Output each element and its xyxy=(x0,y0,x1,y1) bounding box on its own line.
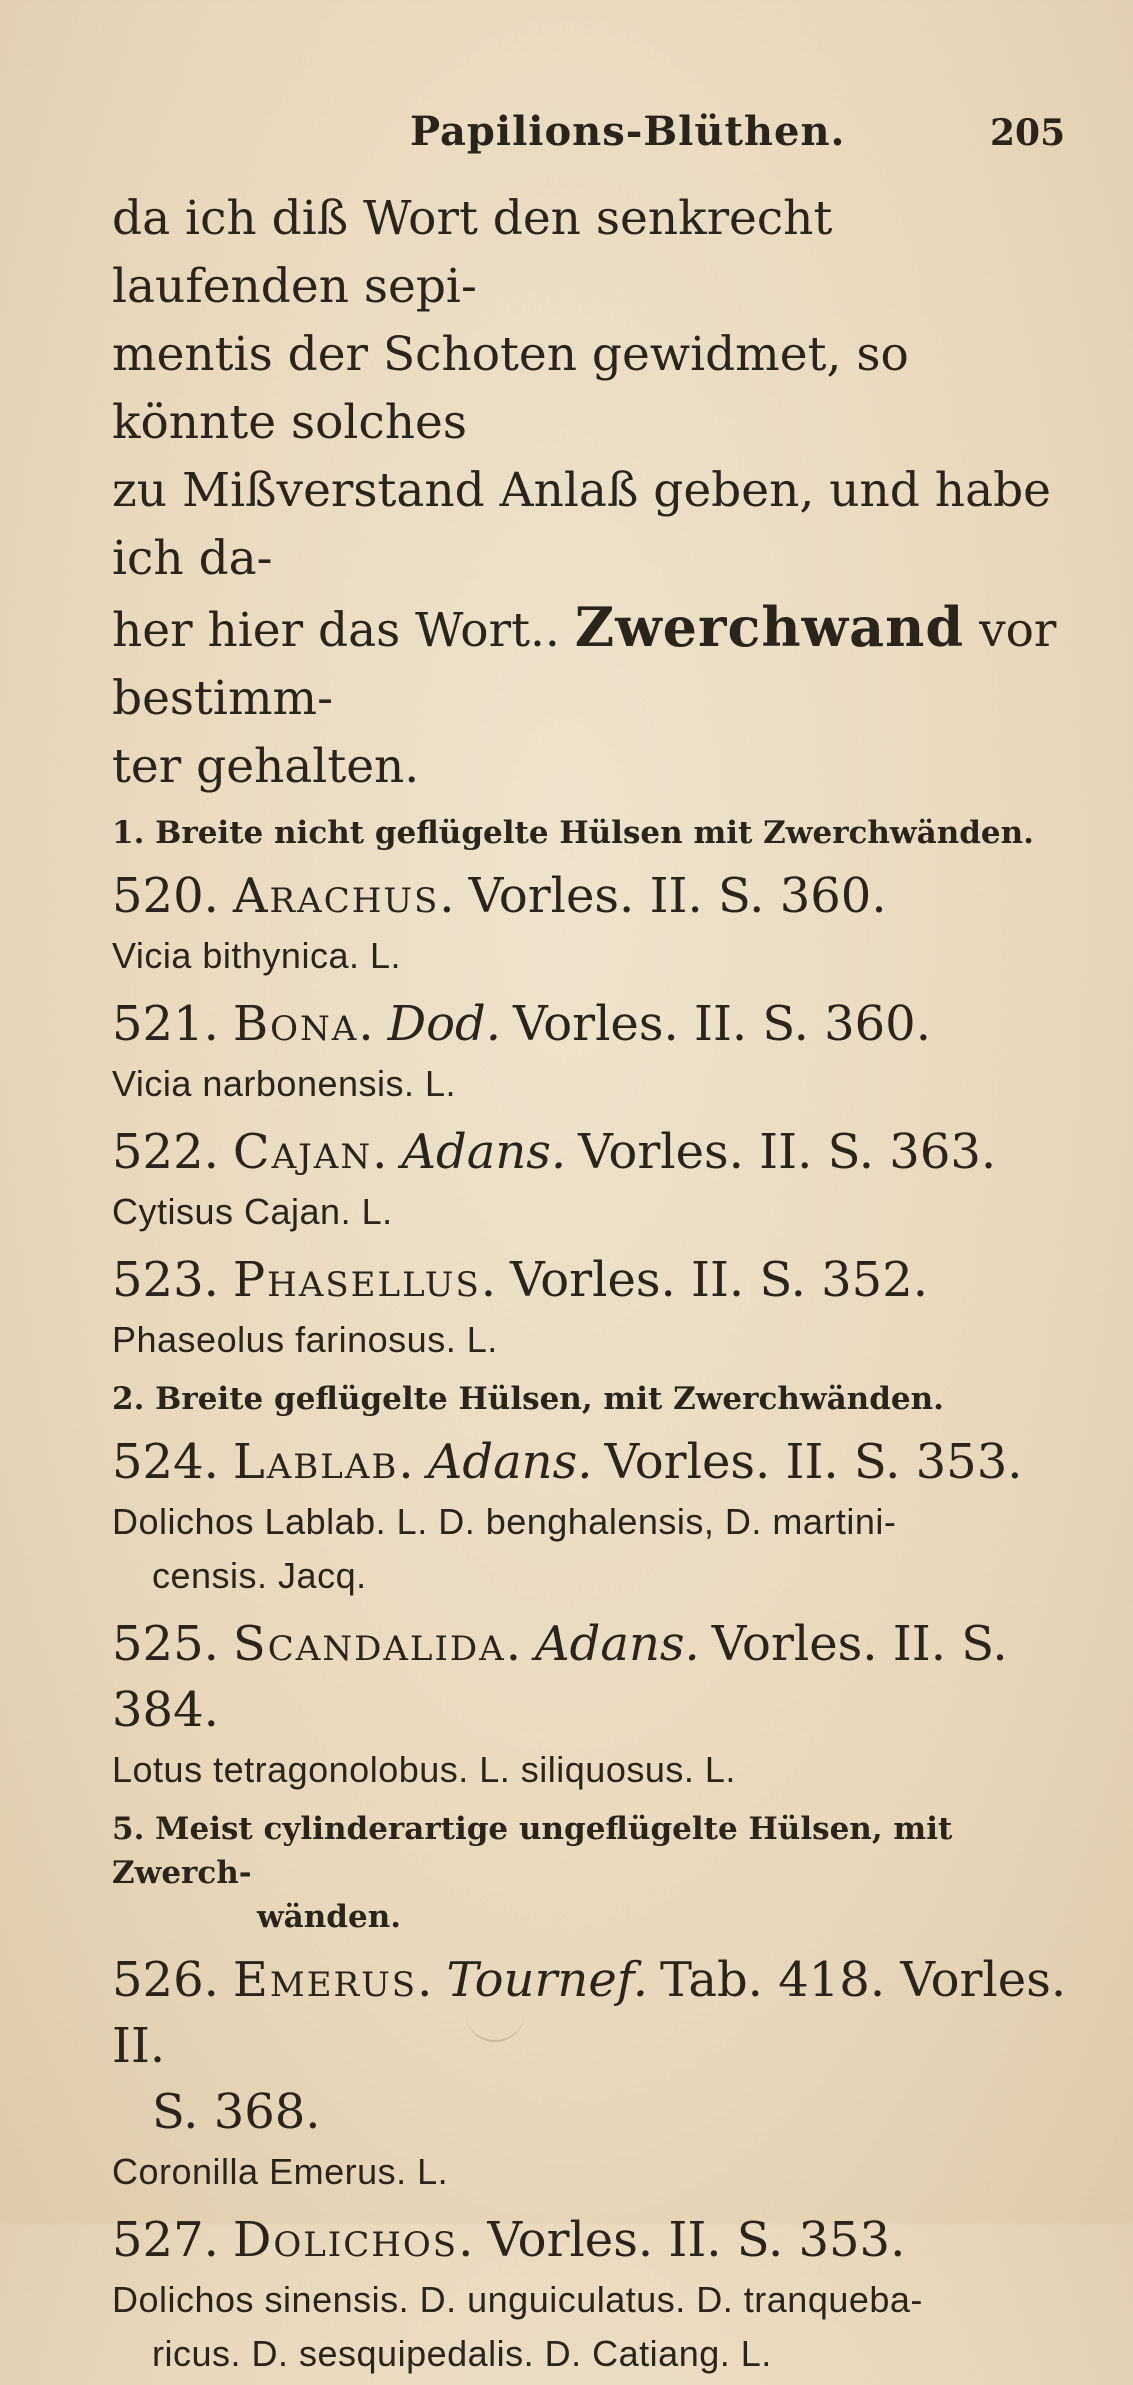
genus-line xyxy=(112,1429,1072,1495)
genus-entry xyxy=(112,991,1072,1111)
entry-number: 527. xyxy=(112,2212,219,2268)
genus-name: Emerus. xyxy=(232,1952,435,2008)
species-line: Phaseolus farinosus. L. xyxy=(112,1319,498,1360)
reference: Vorles. II. S. 363. xyxy=(578,1124,997,1180)
genus-line xyxy=(112,1611,1072,1743)
reference-continuation: S. 368. xyxy=(152,2084,321,2140)
authority: Adans. xyxy=(401,1124,567,1180)
genus-entry xyxy=(112,2207,1072,2381)
intro-line: da ich diß Wort den senkrecht laufenden sepi- xyxy=(112,191,833,314)
intro-line: ter gehalten. xyxy=(112,739,420,794)
authority: Adans. xyxy=(427,1434,593,1490)
intro-paragraph xyxy=(112,185,1072,801)
genus-entry xyxy=(112,1947,1072,2199)
section-heading-text: 5. Meist cylinderartige ungeflügelte Hülsen, mit Zwerch- xyxy=(112,1811,953,1891)
entry-number: 521. xyxy=(112,996,219,1052)
reference: Vorles. II. S. 352. xyxy=(510,1252,929,1308)
reference: Vorles. II. S. 353. xyxy=(487,2212,906,2268)
section-heading: 1. Breite nicht geflügelte Hülsen mit Zwerchwänden. xyxy=(112,815,1034,851)
genus-entry xyxy=(112,1611,1072,1797)
reference: Vorles. II. S. 360. xyxy=(468,868,887,924)
page-number: 205 xyxy=(990,112,1066,154)
genus-name: Arachus. xyxy=(232,868,457,924)
species-continuation: ricus. D. sesquipedalis. D. Catiang. L. xyxy=(152,2333,772,2374)
genus-line xyxy=(112,1947,1072,2145)
entry-number: 525. xyxy=(112,1616,219,1672)
species-continuation: censis. Jacq. xyxy=(152,1555,367,1596)
genus-line xyxy=(112,863,1072,929)
species-line xyxy=(112,2273,1072,2381)
genus-name: Dolichos. xyxy=(232,2212,476,2268)
intro-line: her hier das Wort.. xyxy=(112,603,575,658)
genus-name: Phasellus. xyxy=(232,1252,498,1308)
authority: Tournef. xyxy=(446,1952,649,2008)
reference: Tab. 418. Vorles. II. xyxy=(112,1952,1067,2074)
genus-entry xyxy=(112,1247,1072,1367)
species-line: Vicia narbonensis. L. xyxy=(112,1063,457,1104)
entry-number: 526. xyxy=(112,1952,219,2008)
genus-line xyxy=(112,2207,1072,2273)
genus-entry xyxy=(112,1429,1072,1603)
species-line: Coronilla Emerus. L. xyxy=(112,2151,449,2192)
reference: Vorles. II. S. 353. xyxy=(604,1434,1023,1490)
entry-number: 524. xyxy=(112,1434,219,1490)
genus-name: Bona. xyxy=(232,996,376,1052)
genus-name: Scandalida. xyxy=(232,1616,523,1672)
entry-number: 523. xyxy=(112,1252,219,1308)
genus-line xyxy=(112,991,1072,1057)
species-text: Dolichos Lablab. L. D. benghalensis, D. martini- xyxy=(112,1501,897,1542)
page-body xyxy=(112,185,1072,2385)
section-heading xyxy=(112,1807,1072,1939)
running-title: Papilions-Blüthen. xyxy=(410,108,846,155)
species-line xyxy=(112,1495,1072,1603)
genus-name: Cajan. xyxy=(232,1124,390,1180)
section-heading: 2. Breite geflügelte Hülsen, mit Zwerchwänden. xyxy=(112,1381,944,1417)
species-text: Dolichos sinensis. D. unguiculatus. D. tranqueba- xyxy=(112,2279,923,2320)
genus-line xyxy=(112,1119,1072,1185)
reference: Vorles. II. S. 360. xyxy=(512,996,931,1052)
entry-number: 522. xyxy=(112,1124,219,1180)
genus-entry xyxy=(112,1119,1072,1239)
species-line: Cytisus Cajan. L. xyxy=(112,1191,393,1232)
section-heading-continuation: wänden. xyxy=(257,1899,402,1935)
genus-name: Lablab. xyxy=(232,1434,416,1490)
genus-entry xyxy=(112,863,1072,983)
authority: Dod. xyxy=(387,996,501,1052)
species-line: Vicia bithynica. L. xyxy=(112,935,401,976)
page-header xyxy=(0,100,1133,170)
intro-line: mentis der Schoten gewidmet, so könnte solches xyxy=(112,327,909,450)
intro-line: zu Mißverstand Anlaß geben, und habe ich da- xyxy=(112,463,1051,586)
species-line: Lotus tetragonolobus. L. siliquosus. L. xyxy=(112,1749,736,1790)
reference: Vorles. II. S. 384. xyxy=(112,1616,1008,1738)
authority: Adans. xyxy=(534,1616,700,1672)
emphasized-term: Zwerchwand xyxy=(574,595,965,659)
genus-line xyxy=(112,1247,1072,1313)
entry-number: 520. xyxy=(112,868,219,924)
intro-line: vor bestimm- xyxy=(112,603,1057,726)
